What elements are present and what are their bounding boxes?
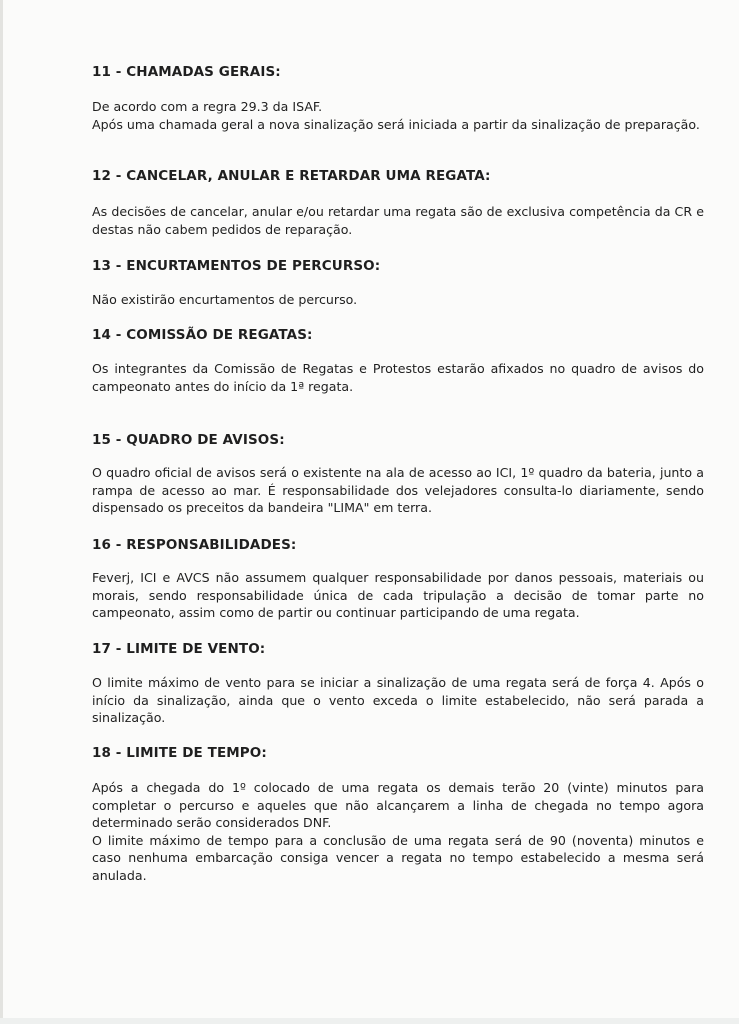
section-13 bbox=[92, 258, 704, 309]
section-11 bbox=[92, 64, 704, 133]
section-paragraph: De acordo com a regra 29.3 da ISAF. bbox=[92, 99, 323, 114]
section-heading: 14 - COMISSÃO DE REGATAS: bbox=[92, 327, 313, 343]
section-17 bbox=[92, 641, 704, 727]
section-14 bbox=[92, 327, 704, 395]
section-18 bbox=[92, 745, 704, 884]
section-heading: 11 - CHAMADAS GERAIS: bbox=[92, 64, 281, 80]
section-15 bbox=[92, 432, 704, 517]
scan-bottom-edge bbox=[0, 1018, 739, 1024]
section-16 bbox=[92, 537, 704, 622]
section-heading: 16 - RESPONSABILIDADES: bbox=[92, 537, 297, 553]
section-heading: 17 - LIMITE DE VENTO: bbox=[92, 641, 266, 657]
section-paragraph: Não existirão encurtamentos de percurso. bbox=[92, 292, 358, 307]
section-paragraph: O limite máximo de tempo para a conclusão de uma regata será de 90 (noventa) minutos e caso nenhuma embarcação consiga vencer a regata no tempo estabelecido a mesma será anulada. bbox=[92, 832, 704, 883]
section-heading: 13 - ENCURTAMENTOS DE PERCURSO: bbox=[92, 258, 381, 274]
section-paragraph: O quadro oficial de avisos será o existente na ala de acesso ao ICI, 1º quadro da bateria, junto a rampa de acesso ao mar. É responsabilidade dos velejadores consulta-lo diariamente, sendo dispensado os preceitos da bandeira "LIMA" em terra. bbox=[92, 465, 704, 515]
section-paragraph: As decisões de cancelar, anular e/ou retardar uma regata são de exclusiva competência da CR e destas não cabem pedidos de reparação. bbox=[92, 204, 704, 237]
section-paragraph: O limite máximo de vento para se iniciar a sinalização de uma regata será de força 4. Após o início da sinalização, ainda que o vento exceda o limite estabelecido, não será parada a sinalização. bbox=[92, 675, 704, 725]
section-heading: 15 - QUADRO DE AVISOS: bbox=[92, 432, 285, 448]
section-heading: 18 - LIMITE DE TEMPO: bbox=[92, 745, 267, 761]
section-paragraph: Feverj, ICI e AVCS não assumem qualquer responsabilidade por danos pessoais, materiais ou morais, sendo responsabilidade única de cada tripulação a decisão de tomar parte no campeonato, assim como de partir ou continuar participando de uma regata. bbox=[92, 570, 704, 620]
section-paragraph: Os integrantes da Comissão de Regatas e Protestos estarão afixados no quadro de avisos do campeonato antes do início da 1ª regata. bbox=[92, 361, 704, 394]
section-12 bbox=[92, 168, 704, 238]
section-heading: 12 - CANCELAR, ANULAR E RETARDAR UMA REGATA: bbox=[92, 168, 491, 184]
section-paragraph: Após uma chamada geral a nova sinalização será iniciada a partir da sinalização de preparação. bbox=[92, 116, 700, 132]
section-paragraph: Após a chegada do 1º colocado de uma regata os demais terão 20 (vinte) minutos para completar o percurso e aqueles que não alcançarem a linha de chegada no tempo agora determinado serão considerados DNF. bbox=[92, 780, 704, 830]
scan-left-edge bbox=[0, 0, 3, 1024]
